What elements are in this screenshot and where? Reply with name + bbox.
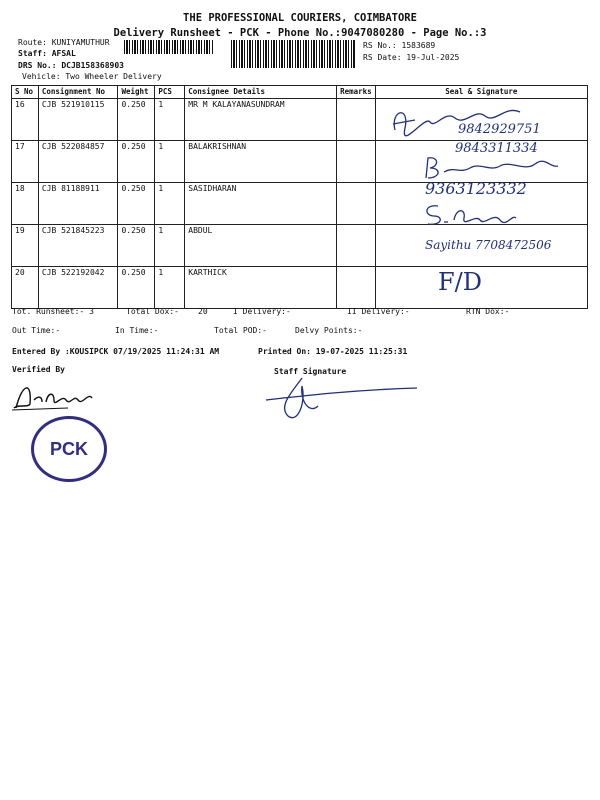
cell-weight: 0.250 [118,267,155,309]
verifier-signature [8,374,98,414]
cell-sno: 17 [12,141,39,183]
verified-by-label: Verified By [12,365,65,374]
cell-remarks [337,225,376,267]
delvy-points: Delvy Points:- [295,326,363,335]
total-pod: Total POD:- [214,326,267,335]
cell-sno: 18 [12,183,39,225]
barcode-center [231,40,355,54]
cell-consignee: KARTHICK [185,267,337,309]
vehicle-text: Vehicle: Two Wheeler Delivery [22,72,162,81]
signature-scribble-3 [420,200,520,228]
cell-pcs: 1 [155,99,185,141]
cell-remarks [337,141,376,183]
table-row [12,267,588,309]
col-seal-signature: Seal & Signature [375,86,587,99]
cell-pcs: 1 [155,225,185,267]
cell-pcs: 1 [155,141,185,183]
cell-remarks [337,267,376,309]
runsheet-title: Delivery Runsheet - PCK - Phone No.:9047080280 - Page No.:3 [113,27,487,39]
cell-consignment: CJB 521910115 [38,99,118,141]
col-pcs: PCS [155,86,185,99]
handwritten-signature-5: F/D [438,268,482,296]
in-time: In Time:- [115,326,159,335]
cell-consignee: MR M KALAYANASUNDRAM [185,99,337,141]
cell-consignment: CJB 521845223 [38,225,118,267]
col-consignee: Consignee Details [185,86,337,99]
col-remarks: Remarks [337,86,376,99]
drs-number: DRS No.: DCJB158368903 [18,61,124,70]
handwritten-signature-4: Sayithu 7708472506 [425,238,552,252]
cell-consignment: CJB 81188911 [38,183,118,225]
table-header-row [12,86,588,99]
printed-on: Printed On: 19-07-2025 11:25:31 [258,347,408,356]
rs-date: RS Date: 19-Jul-2025 [363,53,460,62]
i-delivery: I Delivery:- [233,307,291,316]
cell-weight: 0.250 [118,225,155,267]
handwritten-phone-2: 9843311334 [455,141,538,156]
handwritten-phone-3: 9363123332 [425,179,527,198]
cell-sno: 20 [12,267,39,309]
cell-weight: 0.250 [118,99,155,141]
rs-number: RS No.: 1583689 [363,41,436,50]
rtn-dox: RTN Dox:- [466,307,510,316]
barcode-left [124,40,214,54]
handwritten-phone-1: 9842929751 [458,122,541,137]
ii-delivery: II Delivery:- [347,307,410,316]
company-title: THE PROFESSIONAL COURIERS, COIMBATORE [183,12,417,24]
cell-sno: 16 [12,99,39,141]
cell-remarks [337,99,376,141]
cell-weight: 0.250 [118,141,155,183]
staff-text: Staff: AFSAL [18,49,76,58]
out-time: Out Time:- [12,326,61,335]
cell-consignment: CJB 522084857 [38,141,118,183]
barcode-center-lower [231,54,355,68]
cell-pcs: 1 [155,183,185,225]
cell-weight: 0.250 [118,183,155,225]
entered-by: Entered By :KOUSIPCK 07/19/2025 11:24:31 AM [12,347,220,356]
pck-stamp: PCK [31,416,107,482]
cell-consignment: CJB 522192042 [38,267,118,309]
staff-signature [262,372,422,422]
cell-consignee: SASIDHARAN [185,183,337,225]
cell-sno: 19 [12,225,39,267]
cell-pcs: 1 [155,267,185,309]
staff-signature-label: Staff Signature [274,367,347,376]
total-dox-label: Total Dox:- [126,307,179,316]
cell-remarks [337,183,376,225]
col-weight: Weight [118,86,155,99]
signature-scribble-2 [420,152,560,182]
cell-consignee: BALAKRISHNAN [185,141,337,183]
col-consignment: Consignment No [38,86,118,99]
route-text: Route: KUNIYAMUTHUR [18,38,110,47]
total-dox-value: 20 [198,307,208,316]
cell-consignee: ABDUL [185,225,337,267]
col-sno: S No [12,86,39,99]
tot-runsheet: Tot. Runsheet:- 3 [12,307,94,316]
